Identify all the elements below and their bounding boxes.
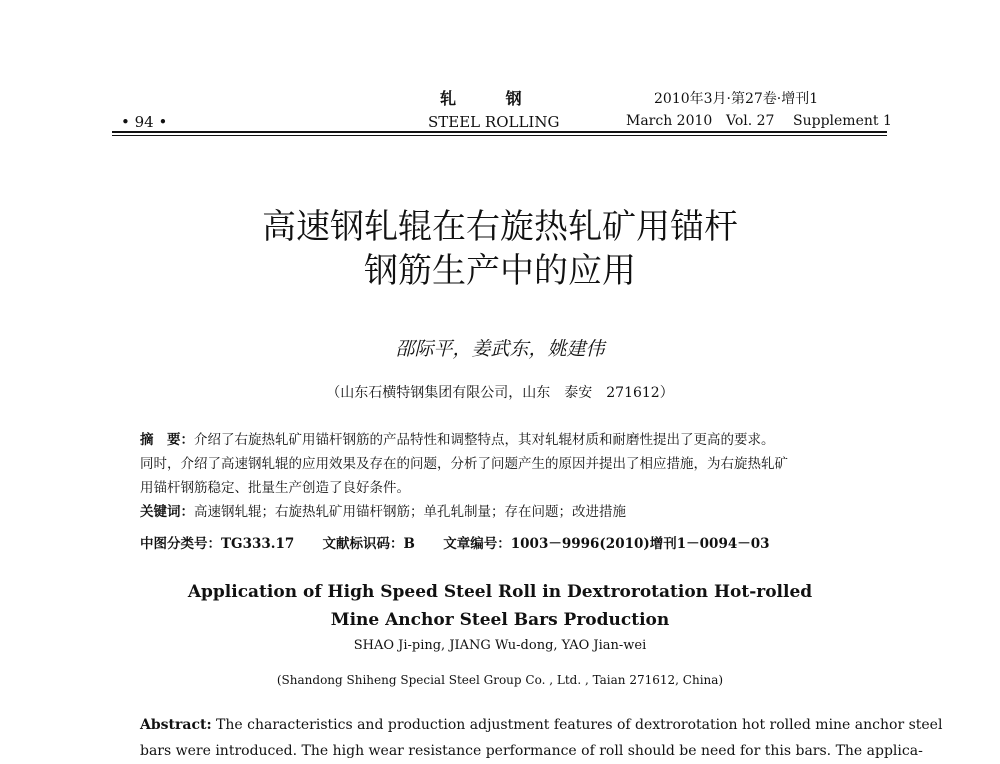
clc-value: TG333.17 [221,536,295,552]
doc-code-label: 文献标识码： [322,536,404,552]
keywords-cn [140,500,868,524]
article-no-label: 文章编号： [443,536,511,552]
clc-number [140,536,294,552]
header-rule-thick [112,131,887,133]
title-en-line-1: Application of High Speed Steel Roll in Dextrorotation Hot-rolled [187,582,813,602]
abstract-cn [140,428,868,524]
classification-line [140,532,794,552]
page-number: • 94 • [121,113,168,131]
authors-cn: 邵际平，姜武东，姚建伟 [395,338,605,360]
abstract-cn-label: 摘 要： [140,432,194,448]
header-rule-thin [112,135,887,136]
abstract-en-line-2: bars were introduced. The high wear resistance performance of roll should be need for this bars. The applica- [140,743,923,759]
article-number [443,536,769,552]
journal-name-cn: 轧 钢 [440,89,544,108]
issue-info-cn: 2010年3月·第27卷·增刊1 [654,91,819,107]
issue-date-en: March 2010 [626,113,713,129]
title-en [180,578,820,634]
affiliation-en: (Shandong Shiheng Special Steel Group Co. , Ltd. , Taian 271612, China) [276,673,724,687]
affiliation-cn: （山东石横特钢集团有限公司，山东 泰安 271612） [326,385,674,401]
document-code [323,536,415,552]
title-cn-line-1: 高速钢轧辊在右旋热轧矿用锚杆 [262,207,738,247]
article-no-value: 1003－9996(2010)增刊1－0094－03 [510,536,770,552]
volume-en: Vol. 27 [726,113,775,129]
title-cn [200,205,800,293]
abstract-cn-line-3: 用锚杆钢筋稳定、批量生产创造了良好条件。 [140,480,410,496]
keywords-cn-label: 关键词： [140,504,194,520]
journal-name-en: STEEL ROLLING [428,113,560,131]
abstract-en-label: Abstract: [140,717,212,733]
abstract-cn-line-1 [140,428,868,452]
keywords-cn-text: 高速钢轧辊；右旋热轧矿用锚杆钢筋；单孔轧制量；存在问题；改进措施 [194,504,626,520]
abstract-en [140,712,943,764]
clc-label: 中图分类号： [140,536,221,552]
authors-en: SHAO Ji-ping, JIANG Wu-dong, YAO Jian-wei [353,638,647,653]
abstract-cn-line-2: 同时，介绍了高速钢轧辊的应用效果及存在的问题，分析了问题产生的原因并提出了相应措施，为右旋热轧矿 [140,456,788,472]
abstract-en-line-1 [140,712,943,738]
supplement-en: Supplement 1 [793,113,892,129]
doc-code-value: B [403,536,415,552]
title-cn-line-2: 钢筋生产中的应用 [364,251,636,291]
title-en-line-2: Mine Anchor Steel Bars Production [330,610,670,630]
abstract-en-text-1: The characteristics and production adjustment features of dextrorotation hot rolled mine anchor steel [211,717,943,733]
abstract-cn-text-1: 介绍了右旋热轧矿用锚杆钢筋的产品特性和调整特点，其对轧辊材质和耐磨性提出了更高的要求。 [194,432,775,448]
